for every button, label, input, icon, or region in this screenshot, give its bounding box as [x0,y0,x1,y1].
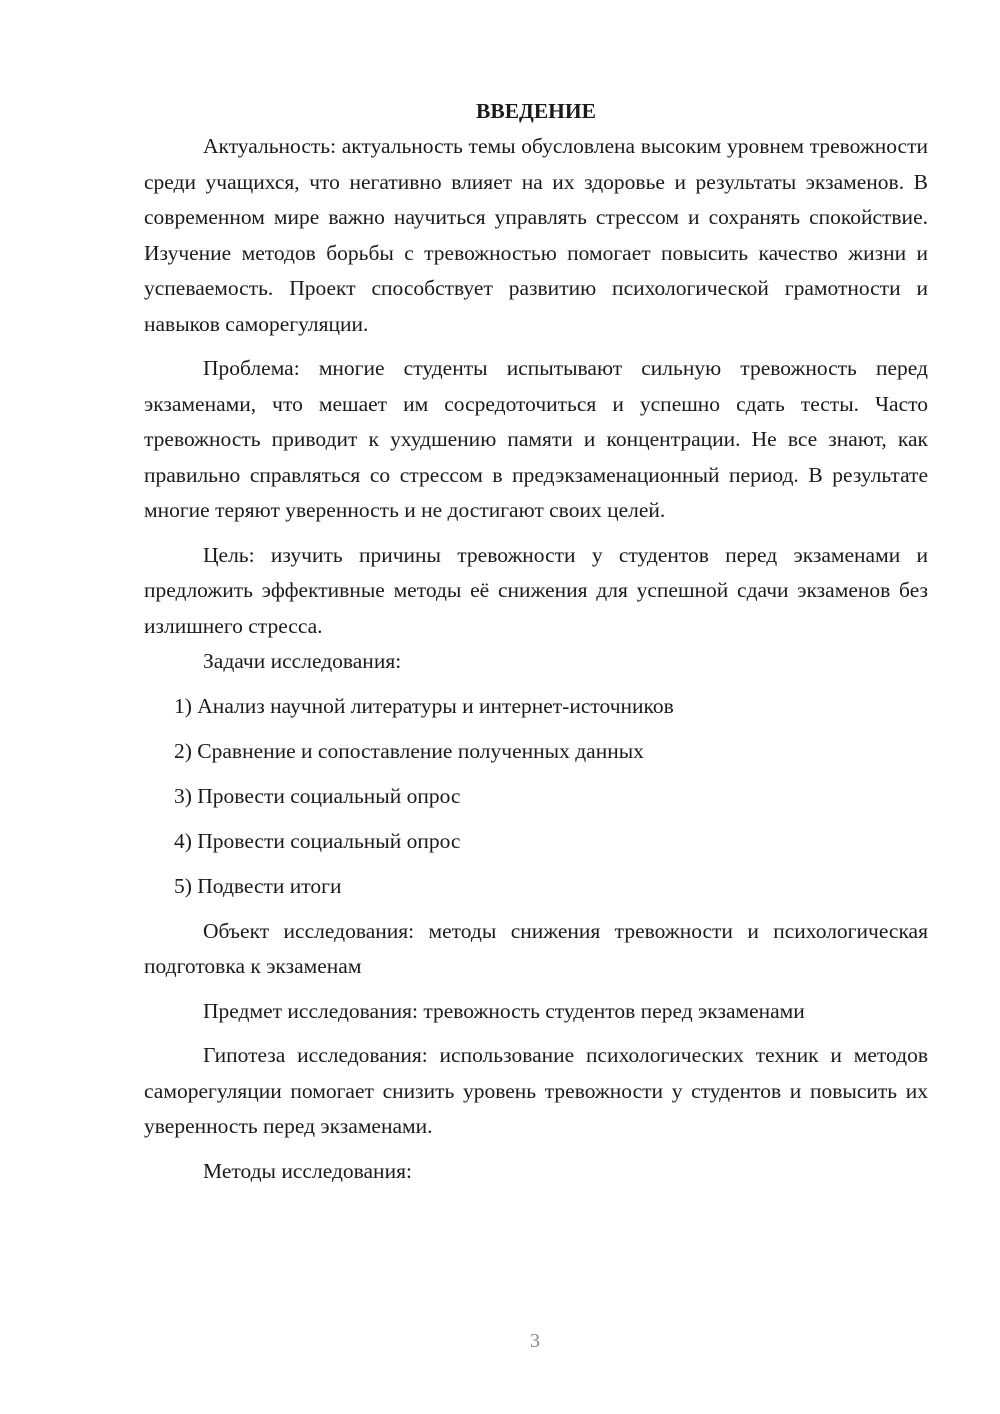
page-content [144,94,928,1189]
paragraph-subject: Предмет исследования: тревожность студентов перед экзаменами [203,998,805,1023]
paragraph-problem: Проблема: многие студенты испытывают сильную тревожность перед экзаменами, что мешает им сосредоточиться и успешно сдать тесты. Часто тревожность приводит к ухудшению памяти и концентрации. Не все знают, как правильно справляться со стрессом в предэкзаменационный период. В результате многие теряют уверенность и не достигают своих целей. [144,356,928,522]
list-item: 4) Провести социальный опрос [174,829,461,853]
paragraph-goal: Цель: изучить причины тревожности у студентов перед экзаменами и предложить эффективные методы её снижения для успешной сдачи экзаменов без излишнего стресса. [144,542,928,638]
section-heading: ВВЕДЕНИЕ [476,99,596,123]
paragraph-methods: Методы исследования: [203,1158,412,1183]
paragraph-hypothesis: Гипотеза исследования: использование психологических техник и методов саморегуляции помогает снизить уровень тревожности у студентов и повысить их уверенность перед экзаменами. [144,1043,928,1138]
list-item: 3) Провести социальный опрос [174,784,461,808]
tasks-title: Задачи исследования: [203,649,402,673]
paragraph-relevance: Актуальность: актуальность темы обусловлена высоким уровнем тревожности среди учащихся, что негативно влияет на их здоровье и результаты экзаменов. В современном мире важно научиться управлять стрессом и сохранять спокойствие. Изучение методов борьбы с тревожностью помогает повысить качество жизни и успеваемость. Проект способствует развитию психологической грамотности и навыков саморегуляции. [144,134,928,336]
page-number: 3 [530,1330,540,1352]
list-item: 5) Подвести итоги [174,874,342,898]
tasks-list [144,689,928,905]
list-item: 2) Сравнение и сопоставление полученных данных [174,739,644,763]
paragraph-object: Объект исследования: методы снижения тревожности и психологическая подготовка к экзаменам [144,918,928,978]
list-item: 1) Анализ научной литературы и интернет-источников [174,694,674,718]
